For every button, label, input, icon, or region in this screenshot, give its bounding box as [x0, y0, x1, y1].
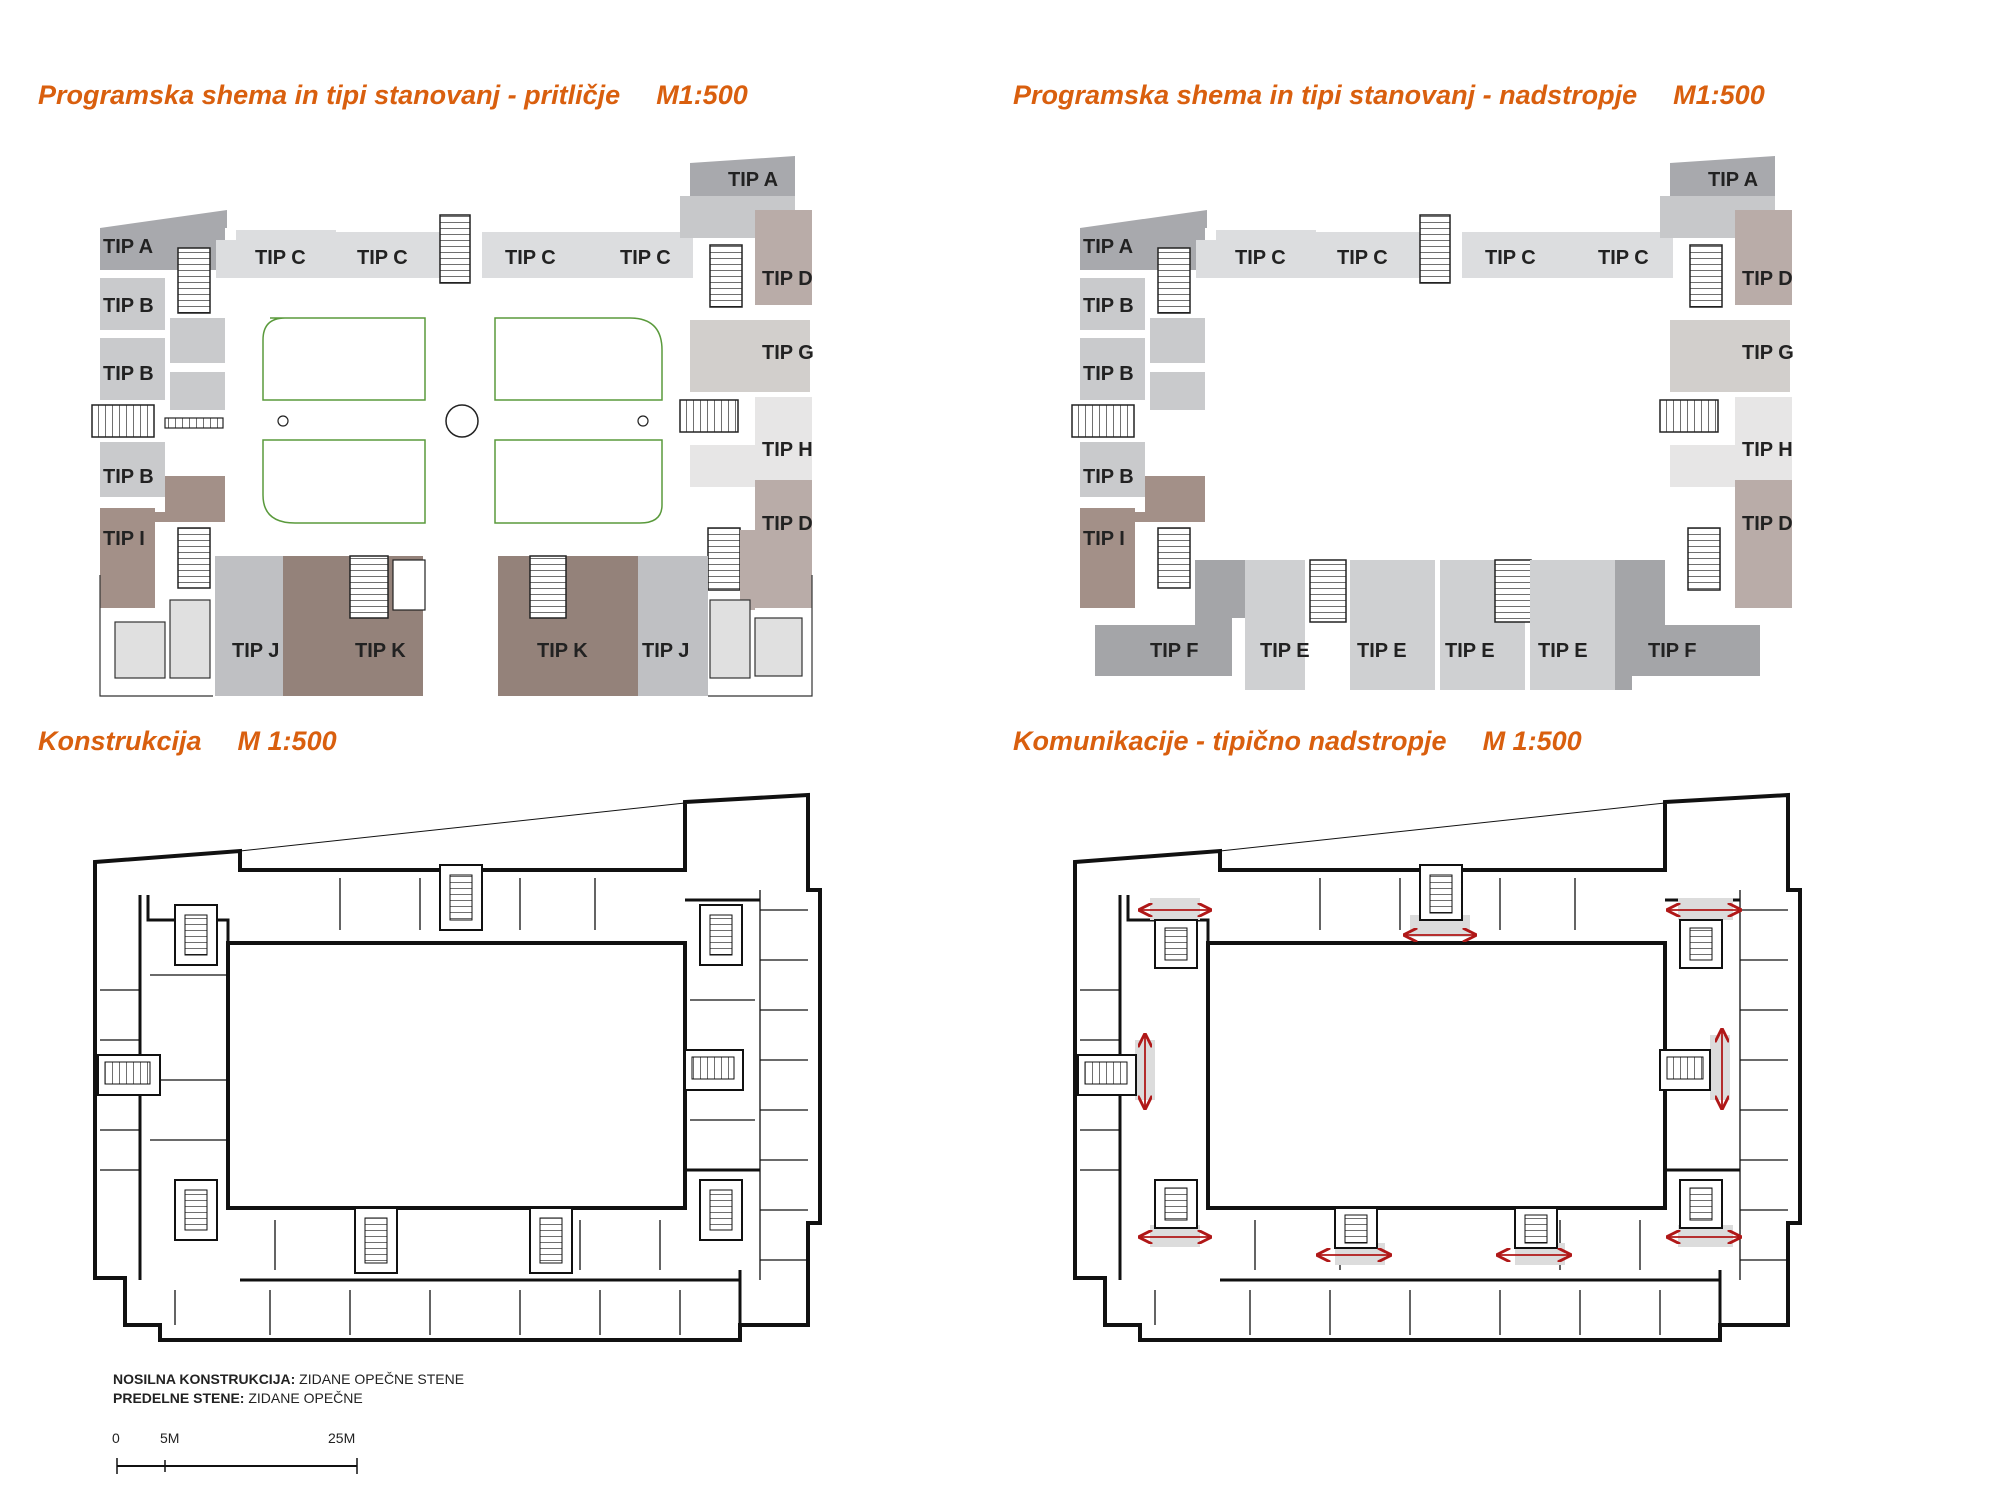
scale-tick-25m: 25M [328, 1430, 356, 1446]
legend-value-partitions: ZIDANE OPEČNE [248, 1390, 363, 1406]
label-tip-c: TIP C [1235, 247, 1286, 269]
label-tip-c: TIP C [505, 247, 556, 269]
structure-legend [113, 1370, 464, 1408]
unit-tip-j-right [638, 556, 708, 696]
label-tip-a: TIP A [728, 169, 779, 191]
label-tip-e: TIP E [1260, 640, 1310, 662]
structure-plan [95, 795, 820, 1340]
label-tip-j: TIP J [642, 640, 690, 662]
structure-scale: M 1:500 [237, 726, 337, 756]
unit-tip-e-2 [1350, 560, 1435, 690]
label-tip-b: TIP B [103, 363, 154, 385]
label-tip-g: TIP G [1742, 342, 1794, 364]
label-tip-c: TIP C [357, 247, 408, 269]
courtyard-lawn-3 [263, 440, 425, 523]
label-tip-c: TIP C [1598, 247, 1649, 269]
unit-tip-d-2 [755, 480, 812, 608]
legend-label-load-bearing: NOSILNA KONSTRUKCIJA: [113, 1371, 296, 1387]
label-tip-d: TIP D [762, 513, 813, 535]
unit-tip-h [755, 397, 812, 445]
label-tip-b: TIP B [1083, 295, 1134, 317]
legend-label-partitions: PREDELNE STENE: [113, 1390, 245, 1406]
legend-line-2 [113, 1389, 464, 1408]
courtyard-lawn-1 [263, 318, 425, 400]
label-tip-b: TIP B [103, 466, 154, 488]
communications-plan [1075, 795, 1800, 1340]
label-tip-b: TIP B [103, 295, 154, 317]
ground-floor-title-text: Programska shema in tipi stanovanj - pritličje [38, 80, 621, 110]
legend-line-1 [113, 1370, 464, 1389]
unit-tip-j-left [215, 556, 283, 696]
unit-tip-k-right [498, 556, 638, 696]
label-tip-a: TIP A [1083, 236, 1134, 258]
label-tip-f: TIP F [1150, 640, 1199, 662]
courtyard-lawn-4 [495, 440, 662, 523]
upper-floor-scheme [1072, 156, 1794, 690]
unit-tip-d-2 [1735, 480, 1792, 608]
ground-floor-scale: M1:500 [656, 80, 748, 110]
label-tip-d: TIP D [1742, 513, 1793, 535]
label-tip-g: TIP G [762, 342, 814, 364]
label-tip-a: TIP A [103, 236, 154, 258]
label-tip-e: TIP E [1445, 640, 1495, 662]
label-tip-c: TIP C [1337, 247, 1388, 269]
upper-floor-title-text: Programska shema in tipi stanovanj - nadstropje [1013, 80, 1638, 110]
label-tip-b: TIP B [1083, 466, 1134, 488]
scale-tick-0: 0 [112, 1430, 120, 1446]
label-tip-d: TIP D [762, 268, 813, 290]
label-tip-j: TIP J [232, 640, 280, 662]
label-tip-b: TIP B [1083, 363, 1134, 385]
unit-tip-d-1 [755, 210, 812, 305]
label-tip-i: TIP I [103, 528, 145, 550]
label-tip-k: TIP K [355, 640, 406, 662]
label-tip-c: TIP C [1485, 247, 1536, 269]
communications-scale: M 1:500 [1482, 726, 1582, 756]
label-tip-e: TIP E [1357, 640, 1407, 662]
label-tip-h: TIP H [1742, 439, 1793, 461]
label-tip-k: TIP K [537, 640, 588, 662]
unit-tip-d-1 [1735, 210, 1792, 305]
unit-tip-i [1080, 508, 1135, 608]
label-tip-e: TIP E [1538, 640, 1588, 662]
scale-tick-5m: 5M [160, 1430, 180, 1446]
label-tip-i: TIP I [1083, 528, 1125, 550]
label-tip-c: TIP C [255, 247, 306, 269]
label-tip-h: TIP H [762, 439, 813, 461]
courtyard-fountain [446, 405, 478, 437]
label-tip-a: TIP A [1708, 169, 1759, 191]
legend-value-load-bearing: ZIDANE OPEČNE STENE [299, 1371, 465, 1387]
label-tip-d: TIP D [1742, 268, 1793, 290]
unit-tip-e-4 [1530, 560, 1618, 690]
unit-tip-i [100, 508, 155, 608]
label-tip-f: TIP F [1648, 640, 1697, 662]
structure-title-text: Konstrukcija [38, 726, 202, 756]
communications-title-text: Komunikacije - tipično nadstropje [1013, 726, 1447, 756]
scale-bar [112, 1430, 357, 1474]
label-tip-c: TIP C [620, 247, 671, 269]
courtyard-lawn-2 [495, 318, 662, 400]
unit-tip-e-1 [1245, 560, 1305, 690]
unit-tip-h [1735, 397, 1792, 445]
ground-floor-scheme [92, 156, 814, 696]
upper-floor-scale: M1:500 [1673, 80, 1765, 110]
